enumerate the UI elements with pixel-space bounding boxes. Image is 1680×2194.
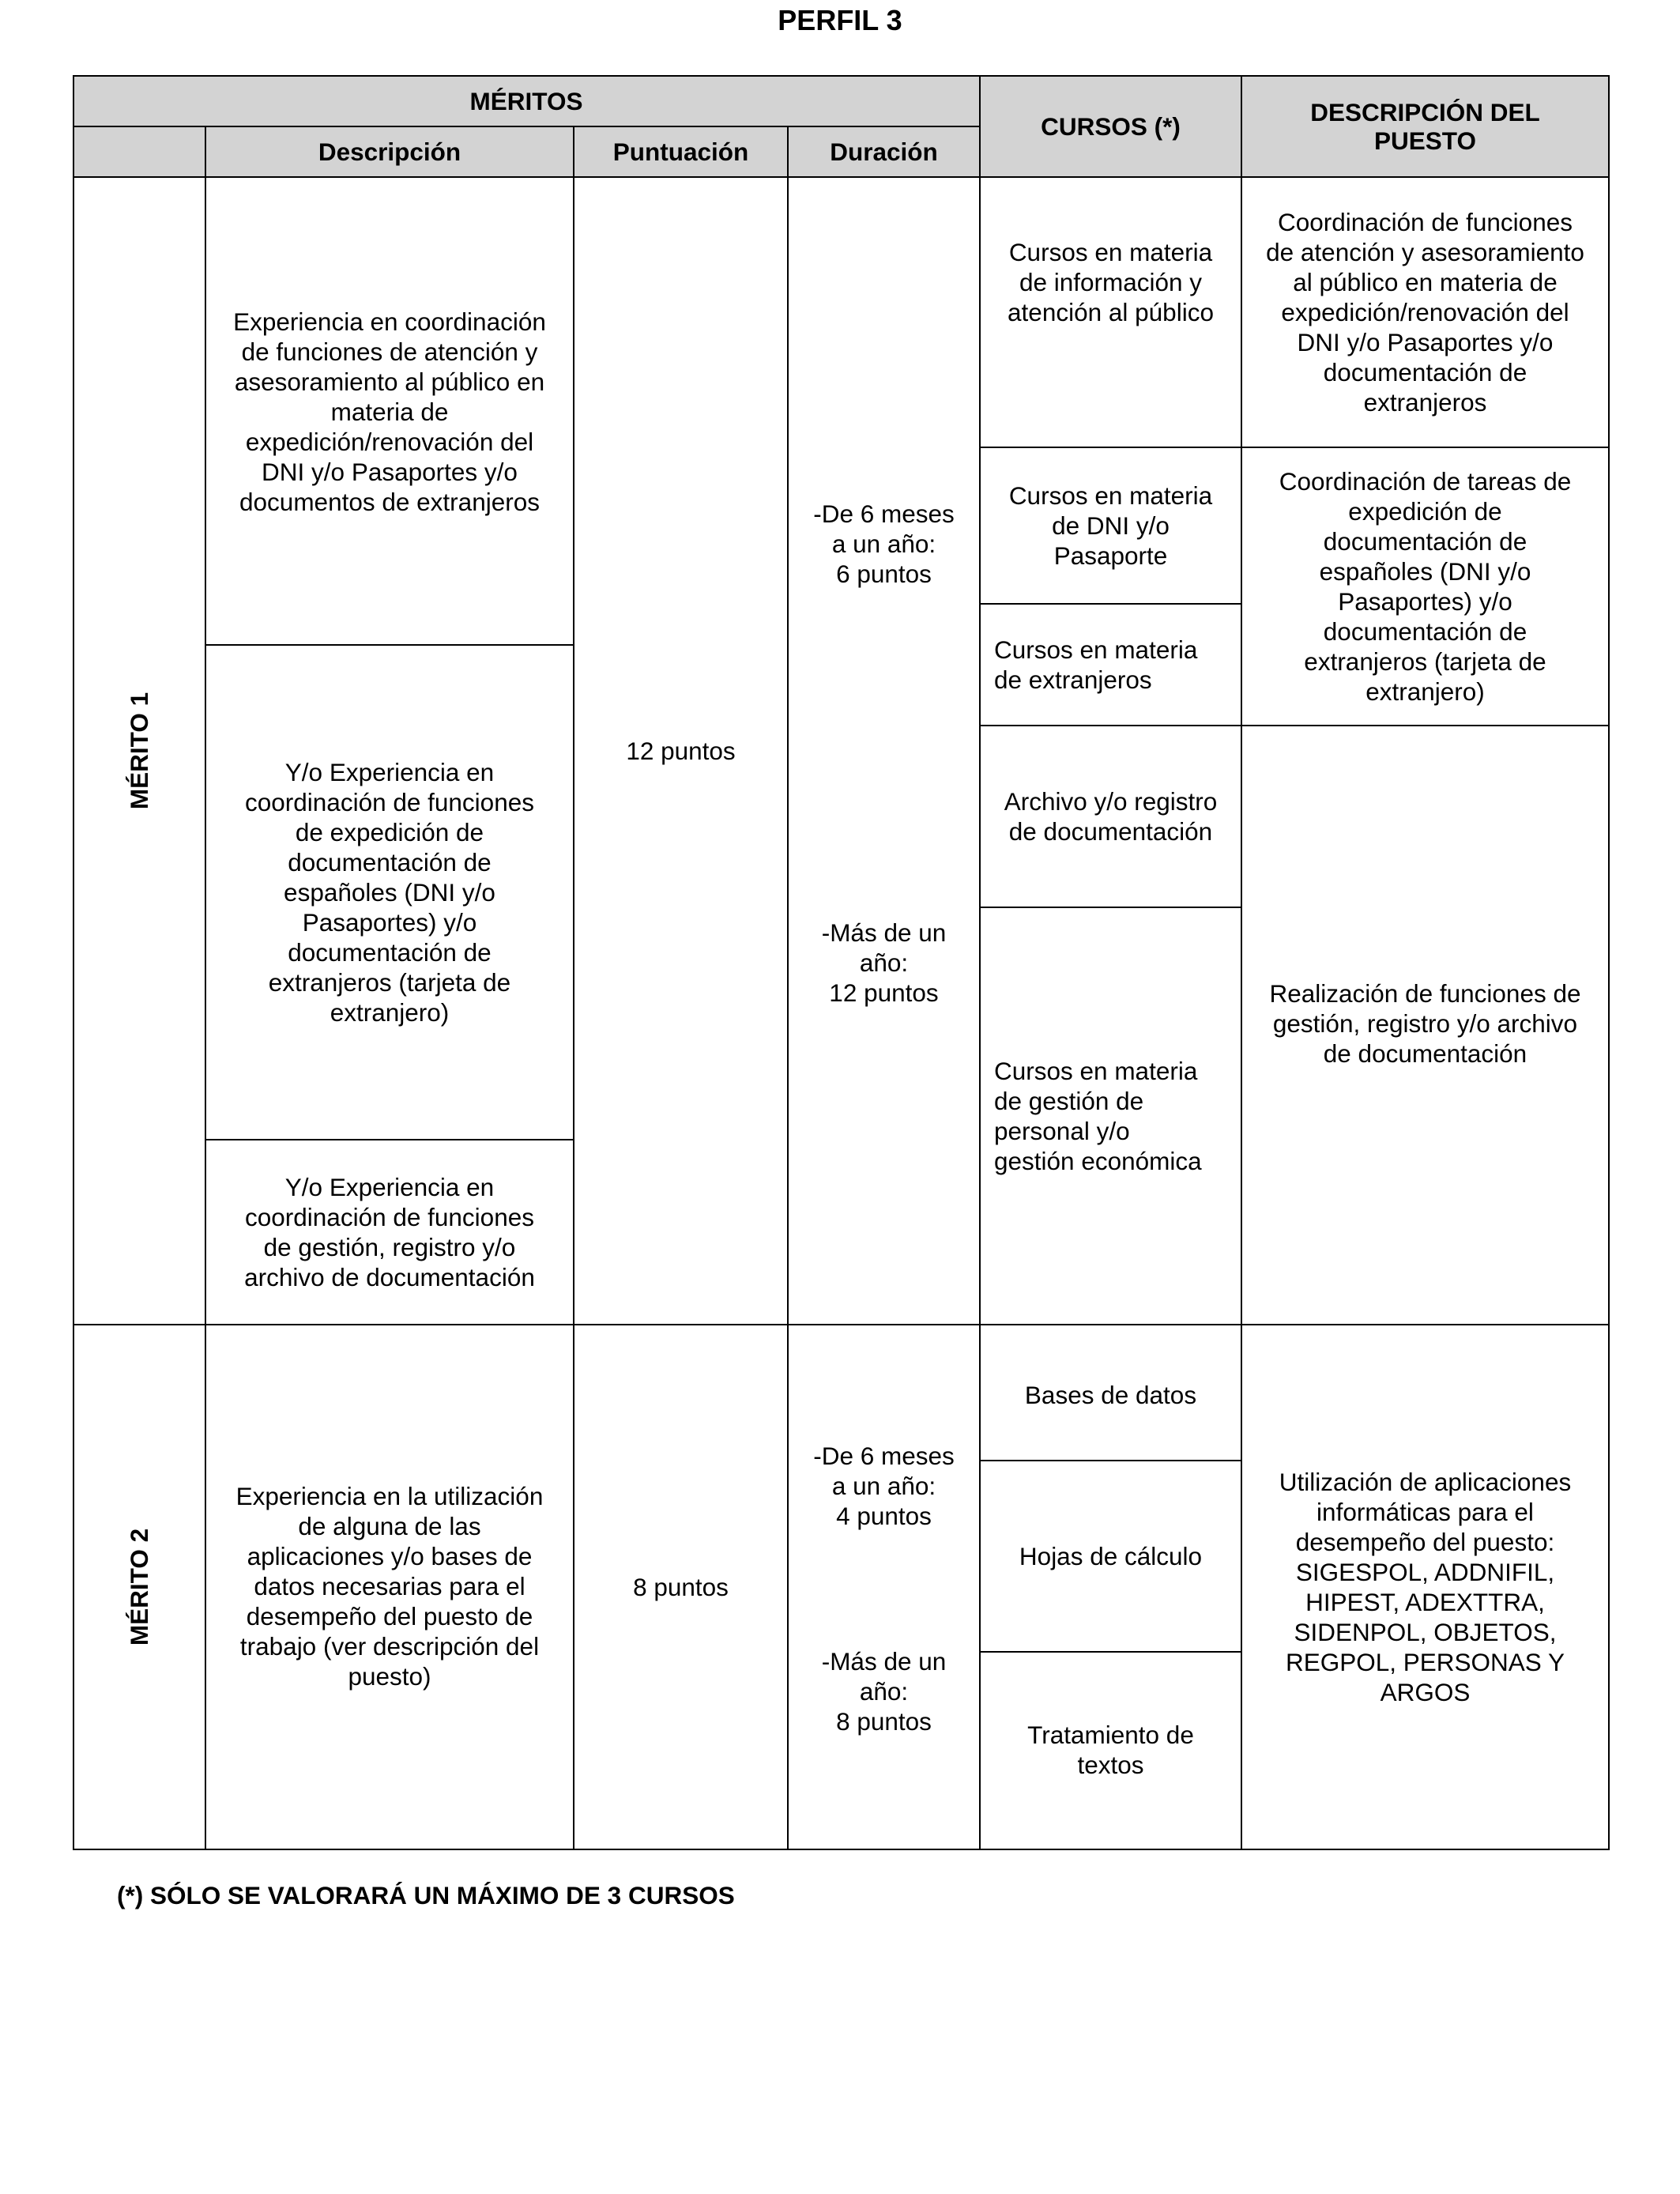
merito-1-puesto-1: Coordinación de funciones de atención y asesoramiento al público en materia de expedición/renovación del DNI y/o Pasaportes y/o documentación de extranjeros xyxy=(1266,208,1584,417)
header-cursos: CURSOS (*) xyxy=(980,76,1241,177)
table-rule xyxy=(980,1460,1242,1461)
merito-2-puntuacion: 8 puntos xyxy=(633,1573,729,1601)
merito-1-descripcion-3: Y/o Experiencia en coordinación de funciones de gestión, registro y/o archivo de documentación xyxy=(244,1173,535,1291)
table-border-bottom xyxy=(73,1849,1610,1850)
table-rule xyxy=(980,907,1242,908)
table-border-right xyxy=(1608,75,1610,1850)
merito-2-label-text: MÉRITO 2 xyxy=(124,1528,153,1646)
table-rule xyxy=(205,644,574,646)
merito-1-curso-5: Cursos en materia de gestión de personal y/o gestión económica xyxy=(994,1057,1202,1175)
header-empty xyxy=(73,126,205,177)
merito-2-puesto: Utilización de aplicaciones informáticas para el desempeño del puesto: SIGESPOL, ADDNIFIL, HIPEST, ADEXTTRA, SIDENPOL, OBJETOS, REGPOL, PERSONAS Y ARGOS xyxy=(1279,1468,1572,1706)
table-rule xyxy=(787,126,789,1850)
header-duracion: Duración xyxy=(788,126,980,177)
merito-2-curso-3: Tratamiento de textos xyxy=(1027,1721,1194,1779)
table-rule xyxy=(980,1651,1242,1653)
table-border-left xyxy=(73,75,74,1850)
merito-1-puesto-2: Coordinación de tareas de expedición de documentación de españoles (DNI y/o Pasaportes) y/o documentación de extranjeros (tarjeta de extranjero) xyxy=(1279,467,1572,706)
table-rule xyxy=(980,725,1610,726)
merito-2-duracion-1: -De 6 meses a un año: 4 puntos xyxy=(813,1442,955,1530)
merito-2-descripcion: Experiencia en la utilización de alguna de las aplicaciones y/o bases de datos necesarias para el desempeño del puesto de trabajo (ver descripción del puesto) xyxy=(235,1482,544,1691)
merito-1-puesto-3: Realización de funciones de gestión, registro y/o archivo de documentación xyxy=(1269,979,1581,1068)
merito-1-puntuacion: 12 puntos xyxy=(626,737,736,765)
header-meritos: MÉRITOS xyxy=(73,76,980,126)
table-rule xyxy=(205,126,206,1850)
merito-2-curso-1: Bases de datos xyxy=(1024,1381,1197,1409)
page-title: PERFIL 3 xyxy=(778,4,902,36)
merito-1-descripcion-2: Y/o Experiencia en coordinación de funciones de expedición de documentación de españoles (DNI y/o Pasaportes) y/o documentación de extranjeros (tarjeta de extranjero) xyxy=(244,758,534,1027)
merito-1-label-text: MÉRITO 1 xyxy=(124,692,153,810)
table-rule xyxy=(73,126,981,127)
merito-1-duracion-1: -De 6 meses a un año: 6 puntos xyxy=(813,499,955,588)
merito-2-duracion-2: -Más de un año: 8 puntos xyxy=(821,1647,947,1736)
merito-1-curso-3: Cursos en materia de extranjeros xyxy=(994,635,1198,694)
merito-2-label xyxy=(73,1325,205,1849)
merito-1-label xyxy=(73,177,205,1325)
merito-1-curso-2: Cursos en materia de DNI y/o Pasaporte xyxy=(1008,481,1213,570)
table-rule xyxy=(73,176,1610,178)
merito-1-descripcion-1: Experiencia en coordinación de funciones de atención y asesoramiento al público en materia de expedición/renovación del DNI y/o Pasaportes y/o documentos de extranjeros xyxy=(233,307,546,516)
table-rule xyxy=(979,75,981,1850)
table-rule xyxy=(73,1324,1610,1325)
header-descripcion-puesto: DESCRIPCIÓN DEL PUESTO xyxy=(1241,76,1609,177)
header-descripcion: Descripción xyxy=(205,126,574,177)
merito-1-curso-4: Archivo y/o registro de documentación xyxy=(1004,787,1218,846)
table-rule xyxy=(205,1139,574,1140)
footnote: (*) SÓLO SE VALORARÁ UN MÁXIMO DE 3 CURSOS xyxy=(117,1881,735,1909)
table-rule xyxy=(1241,75,1242,1850)
table-rule xyxy=(573,126,574,1850)
table-rule xyxy=(980,447,1610,448)
merito-1-duracion-2: -Más de un año: 12 puntos xyxy=(821,918,947,1007)
table-border-top xyxy=(73,75,1610,77)
merito-2-curso-2: Hojas de cálculo xyxy=(1019,1542,1203,1570)
header-puntuacion: Puntuación xyxy=(574,126,788,177)
table-rule xyxy=(980,603,1242,605)
merito-1-curso-1: Cursos en materia de información y atención al público xyxy=(1008,238,1214,326)
